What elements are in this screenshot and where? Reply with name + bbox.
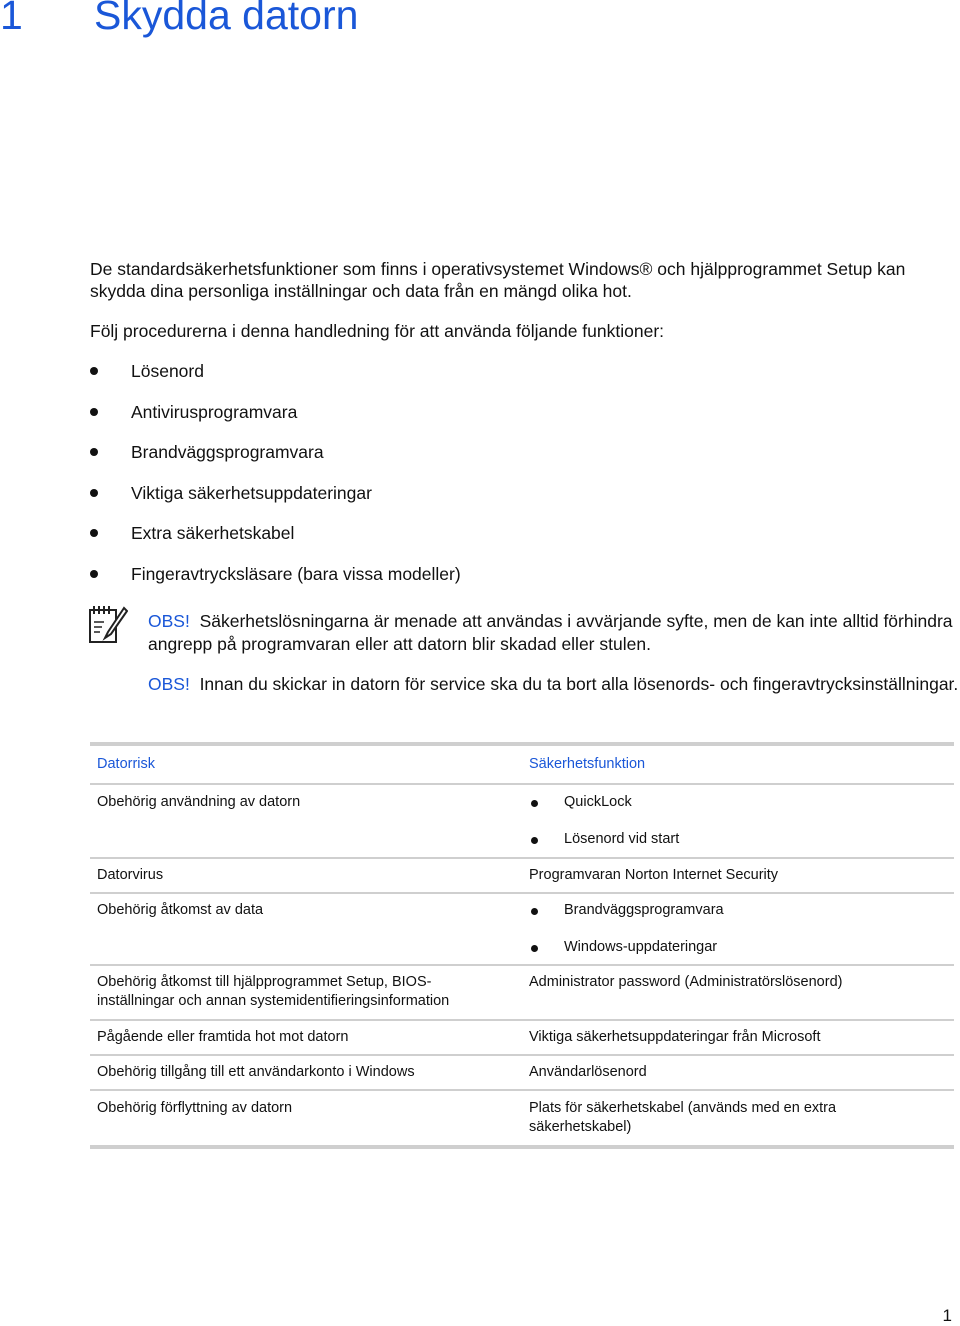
table-cell-risk: Obehörig tillgång till ett användarkonto i Windows	[97, 1064, 415, 1080]
lead-paragraph: Följ procedurerna i denna handledning för att använda följande funktioner:	[90, 321, 665, 341]
bullet-dot-icon	[531, 908, 538, 915]
feature-list	[90, 360, 461, 603]
table-cell-risk: Obehörig förflyttning av datorn	[97, 1100, 293, 1116]
bullet-dot-icon	[90, 489, 98, 497]
chapter-heading: Skydda datorn	[94, 0, 359, 38]
table-cell-feature: Lösenord vid start	[564, 831, 680, 847]
table-cell-risk: Obehörig användning av datorn	[97, 794, 301, 810]
list-item: Fingeravtrycksläsare (bara vissa modeller)	[90, 563, 461, 604]
list-item: Extra säkerhetskabel	[90, 522, 461, 563]
table-rule	[90, 783, 954, 785]
table-rule	[90, 1054, 954, 1056]
note-pencil-icon	[88, 602, 128, 644]
table-rule	[90, 1019, 954, 1021]
note-1	[148, 610, 960, 656]
table-top-rule	[90, 742, 954, 746]
table-cell-feature: Användarlösenord	[529, 1064, 647, 1080]
table-rule	[90, 964, 954, 966]
list-item: Viktiga säkerhetsuppdateringar	[90, 482, 461, 523]
list-item: Antivirusprogramvara	[90, 401, 461, 442]
list-item: Brandväggsprogramvara	[90, 441, 461, 482]
bullet-dot-icon	[531, 800, 538, 807]
table-header-feature: Säkerhetsfunktion	[529, 756, 646, 772]
table-cell-feature: Windows-uppdateringar	[564, 939, 718, 955]
intro-paragraph: De standardsäkerhetsfunktioner som finns i operativsystemet Windows® och hjälpprogrammet Setup kan skydda dina personliga inställningar och data från en mängd olika hot.	[90, 259, 906, 301]
table-cell-feature: Programvaran Norton Internet Security	[529, 867, 779, 883]
note-tag: OBS!	[148, 674, 190, 694]
table-rule	[90, 857, 954, 859]
table-bottom-rule	[90, 1145, 954, 1149]
table-cell-risk: Datorvirus	[97, 867, 164, 883]
bullet-dot-icon	[90, 367, 98, 375]
table-cell-feature: Administrator password (Administratörslösenord)	[529, 974, 843, 990]
list-item: Lösenord	[90, 360, 461, 401]
bullet-dot-icon	[90, 448, 98, 456]
bullet-dot-icon	[531, 945, 538, 952]
table-cell-risk: Obehörig åtkomst av data	[97, 902, 264, 918]
table-rule	[90, 1089, 954, 1091]
bullet-dot-icon	[531, 837, 538, 844]
table-cell-feature: Viktiga säkerhetsuppdateringar från Microsoft	[529, 1029, 821, 1045]
table-cell-risk: Pågående eller framtida hot mot datorn	[97, 1029, 349, 1045]
bullet-dot-icon	[90, 529, 98, 537]
note-tag: OBS!	[148, 611, 190, 631]
chapter-number: 1	[0, 0, 23, 38]
table-cell-feature: Plats för säkerhetskabel (används med en extra säkerhetskabel)	[529, 1100, 837, 1135]
table-cell-feature: QuickLock	[564, 794, 632, 810]
note-text: Säkerhetslösningarna är menade att användas i avvärjande syfte, men de kan inte alltid förhindra angrepp på programvaran eller att datorn blir skadad eller stulen.	[148, 611, 953, 654]
table-rule	[90, 892, 954, 894]
page-number: 1	[942, 1306, 952, 1325]
table-cell-risk: Obehörig åtkomst till hjälpprogrammet Setup, BIOS-inställningar och annan systemidentifieringsinformation	[97, 974, 450, 1009]
bullet-dot-icon	[90, 570, 98, 578]
table-header-risk: Datorrisk	[97, 756, 156, 772]
note-2	[148, 673, 960, 696]
chapter-title	[0, 0, 358, 39]
table-cell-feature: Brandväggsprogramvara	[564, 902, 724, 918]
note-text: Innan du skickar in datorn för service ska du ta bort alla lösenords- och fingeravtrycksinställningar.	[199, 674, 959, 694]
bullet-dot-icon	[90, 408, 98, 416]
